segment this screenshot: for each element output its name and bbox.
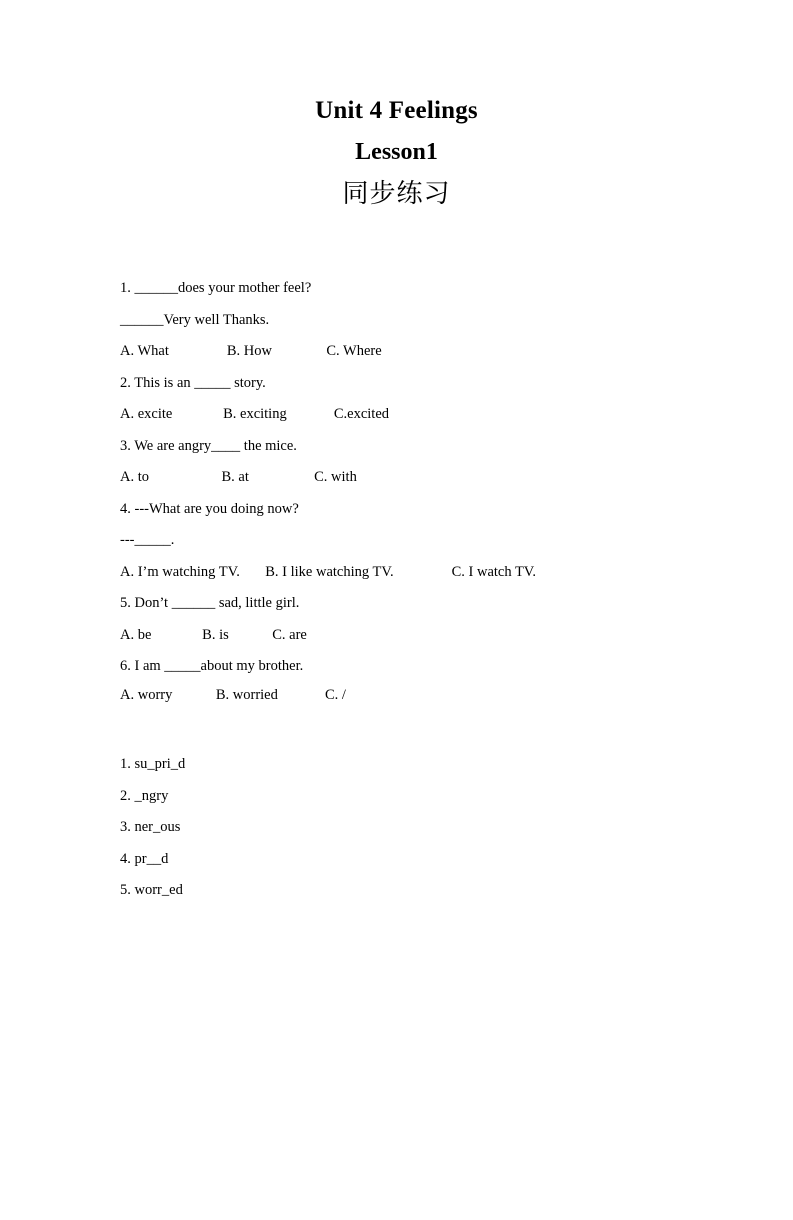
worksheet-page [0, 98, 793, 1220]
question-line: 6. I am _____about my brother. [120, 658, 304, 674]
fill-blank-line: 4. pr__d [120, 850, 169, 867]
page-title: Unit 4 Feelings [315, 97, 478, 124]
document-title [0, 98, 793, 207]
exercise-section-two [0, 757, 793, 898]
fill-blank-line: 3. ner_ous [120, 819, 181, 835]
fill-blank-line: 2. _ngry [120, 787, 169, 804]
question-line: 3. We are angry____ the mice. [120, 437, 297, 454]
option-line: A. be B. is C. are [120, 626, 307, 643]
lesson-subtitle: Lesson1 [355, 139, 438, 165]
option-line: A. What B. How C. Where [120, 343, 382, 359]
question-line: 4. ---What are you doing now? [120, 500, 299, 517]
option-line: A. to B. at C. with [120, 469, 357, 485]
question-line: ---_____. [120, 532, 175, 548]
option-line: A. worry B. worried C. / [120, 686, 346, 703]
question-line: 1. ______does your mother feel? [120, 280, 312, 296]
exercise-section-one [0, 281, 793, 702]
fill-blank-line: 5. worr_ed [120, 882, 183, 898]
question-line: ______Very well Thanks. [120, 311, 270, 328]
section-divider [0, 719, 793, 757]
option-line: A. I’m watching TV. B. I like watching TV. C. I watch TV. [120, 563, 537, 580]
question-line: 2. This is an _____ story. [120, 374, 266, 391]
fill-blank-line: 1. su_pri_d [120, 756, 186, 772]
question-line: 5. Don’t ______ sad, little girl. [120, 595, 300, 611]
option-line: A. excite B. exciting C.excited [120, 406, 390, 422]
exercise-subtitle: 同步练习 [342, 179, 451, 209]
